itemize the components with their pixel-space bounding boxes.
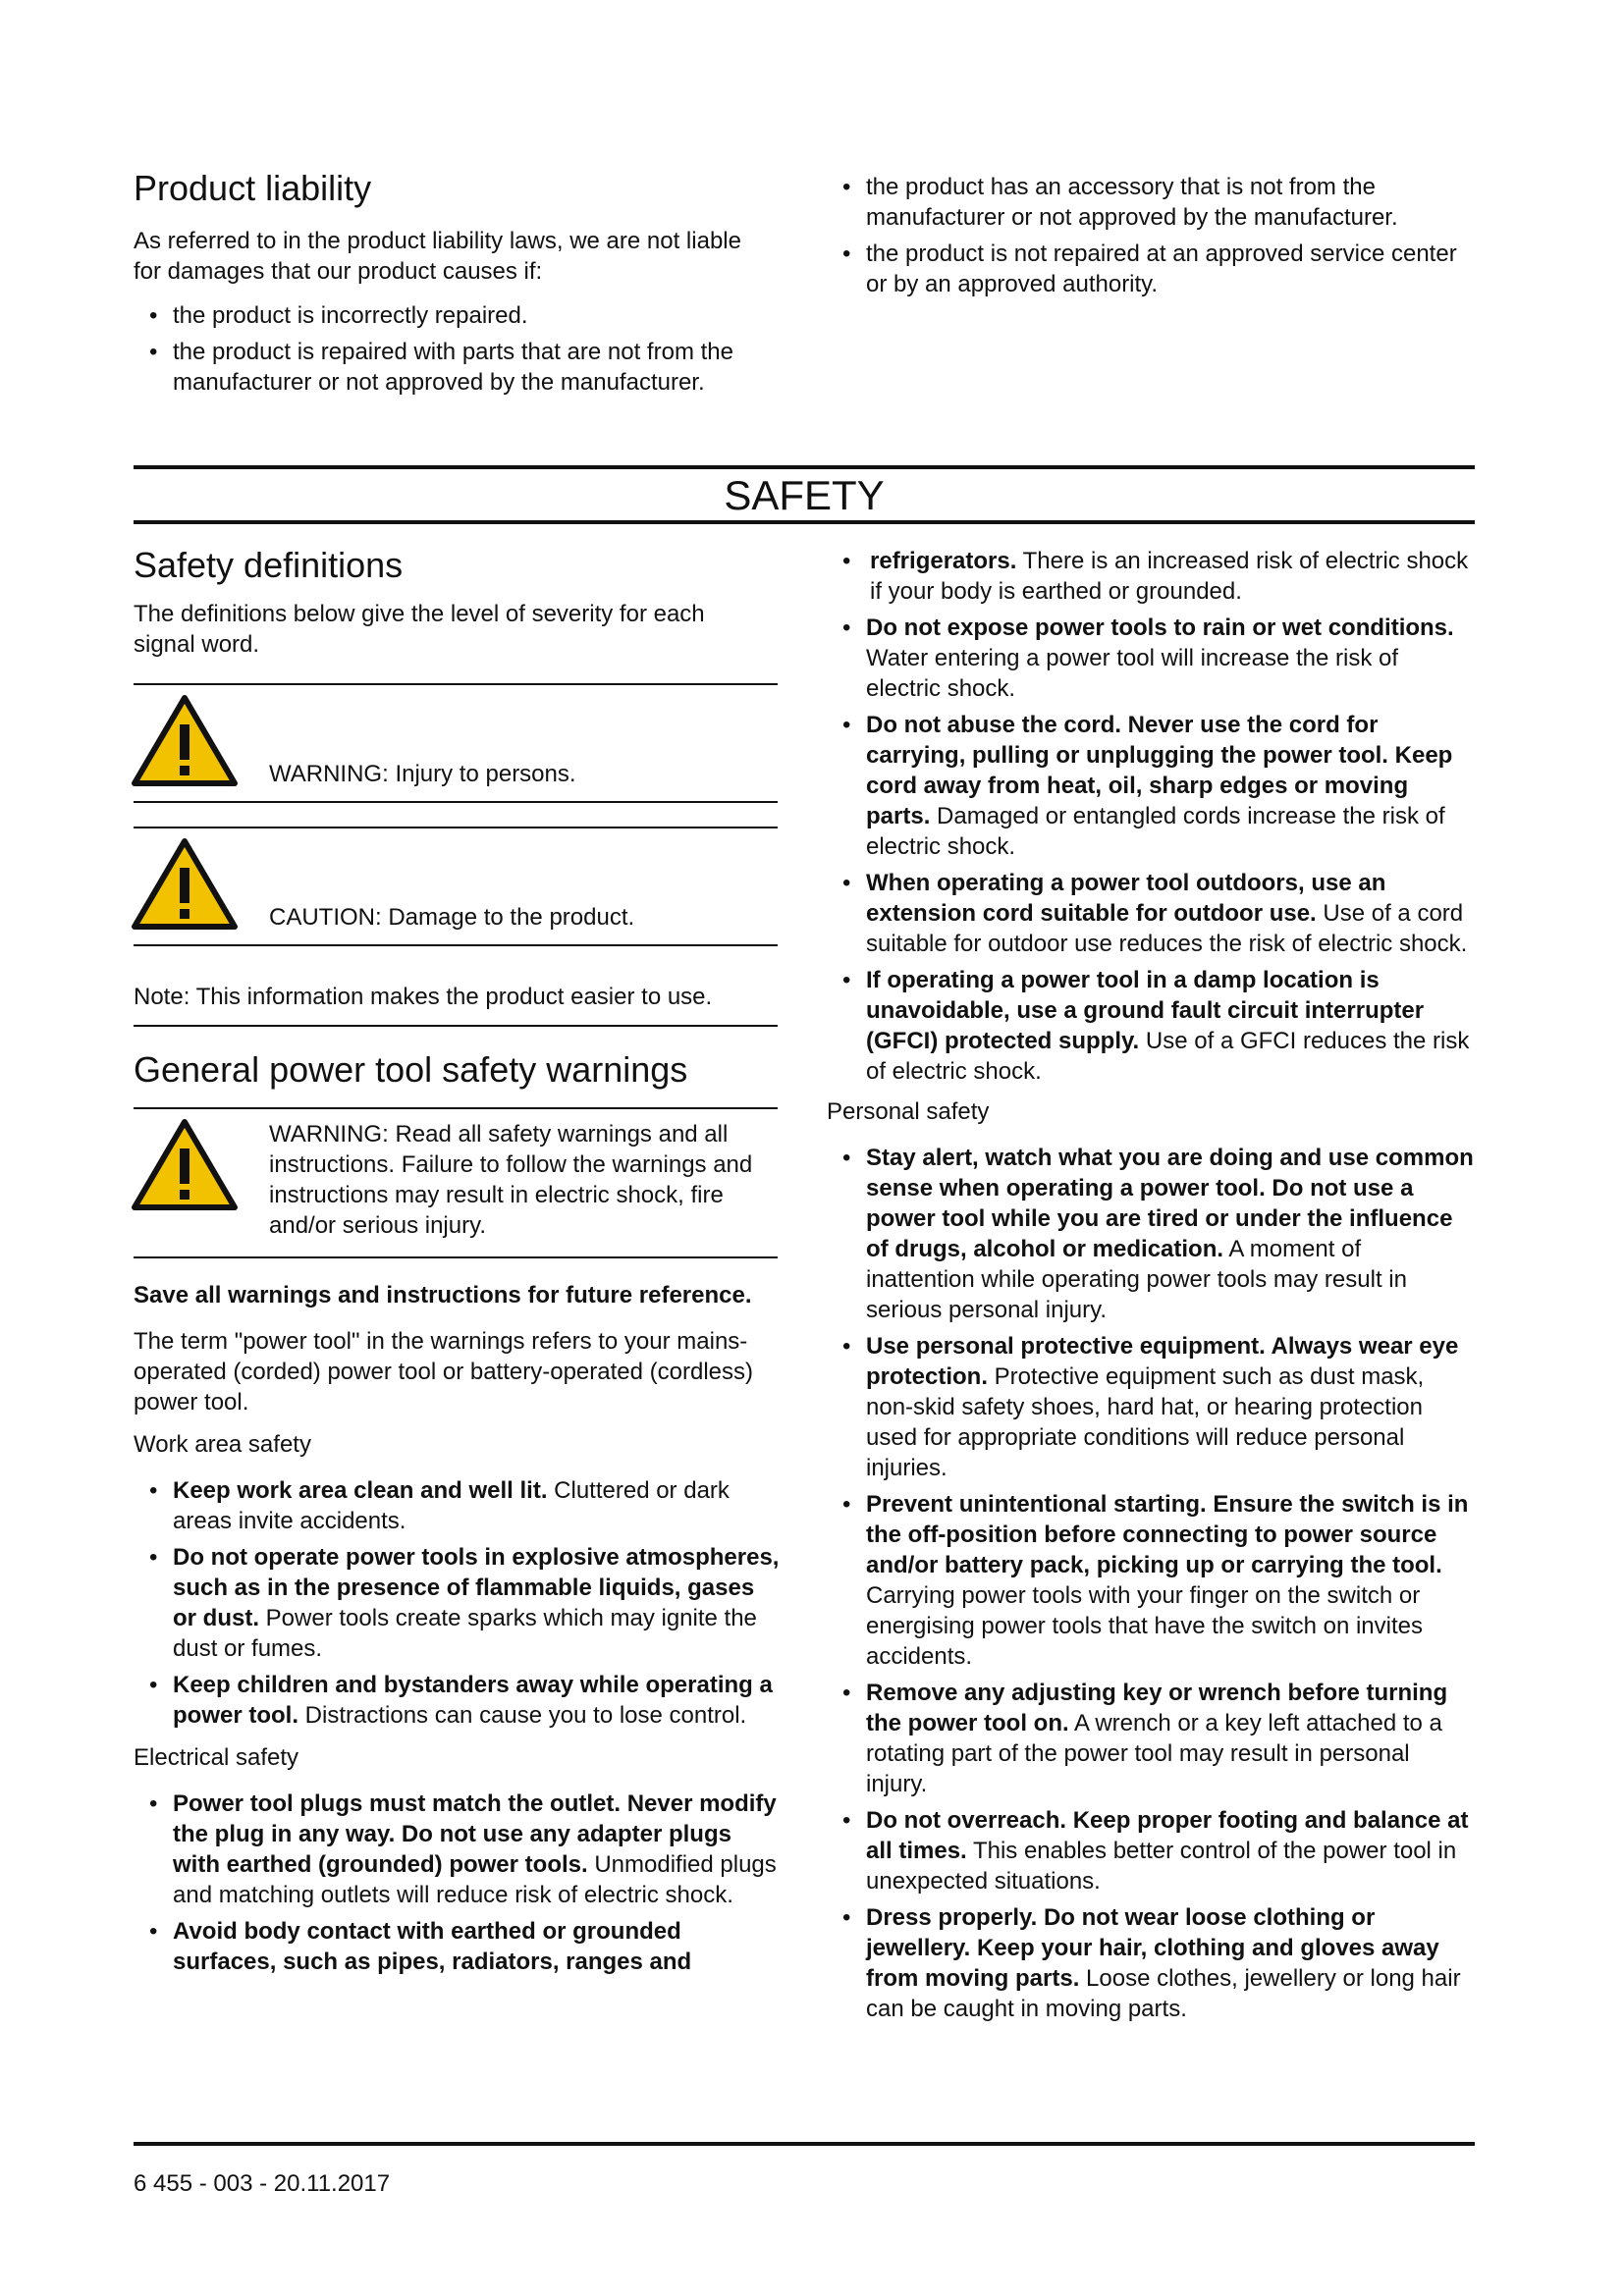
section-rule-bottom — [134, 520, 1475, 524]
warning-triangle-icon — [132, 1119, 238, 1211]
personal-item: • Prevent unintentional starting. Ensure the switch is in the off-position before connecting to power source and/or battery pack, picking up or carrying the tool. Carrying power tools with your finger on the switch or energising power tools that have the switch on invites accidents. — [827, 1489, 1475, 1672]
footer-rule — [134, 2142, 1475, 2146]
product-liability-left — [134, 167, 742, 403]
personal-item: • Dress properly. Do not wear loose clothing or jewellery. Keep your hair, clothing and gloves away from moving parts. Loose clothes, jewellery or long hair can be caught in moving parts. — [827, 1902, 1475, 2024]
safety-definitions — [134, 544, 782, 660]
electrical-item-continued: • refrigerators. There is an increased risk of electric shock if your body is earthed or grounded. — [827, 546, 1475, 607]
save-instructions: Save all warnings and instructions for future reference. — [134, 1282, 752, 1308]
note-label: Note: — [134, 984, 190, 1010]
work-area-item: • Keep children and bystanders away while operating a power tool. Distractions can cause you to lose control. — [134, 1670, 782, 1731]
power-tool-term: The term "power tool" in the warnings refers to your mains-operated (corded) power tool or battery-operated (cordless) power tool. — [134, 1328, 753, 1415]
electrical-item: • Do not expose power tools to rain or wet conditions. Water entering a power tool will increase the risk of electric shock. — [827, 613, 1475, 704]
general-body — [134, 1280, 782, 1983]
divider — [134, 944, 778, 946]
footer-doc-id: 6 455 - 003 - 20.11.2017 — [134, 2170, 391, 2197]
warning-label: WARNING: — [269, 761, 389, 787]
work-area-item: • Keep work area clean and well lit. Cluttered or dark areas invite accidents. — [134, 1475, 782, 1536]
warning-label: WARNING: — [269, 1121, 389, 1148]
personal-item: • Use personal protective equipment. Always wear eye protection. Protective equipment such as dust mask, non-skid safety shoes, hard hat, or hearing protection used for appropriate conditions will reduce personal injuries. — [827, 1331, 1475, 1483]
divider — [134, 1025, 778, 1027]
safety-definitions-intro: The definitions below give the level of severity for each signal word. — [134, 601, 705, 658]
general-warning-text: Read all safety warnings and all instructions. Failure to follow the warnings and instructions may result in electric shock, fire and/or serious injury. — [269, 1121, 753, 1239]
personal-item: • Stay alert, watch what you are doing and use common sense when operating a power tool. Do not use a power tool while you are tired or under the influence of drugs, alcohol or medication. A moment of inattention while operating power tools may result in serious personal injury. — [827, 1143, 1475, 1325]
caution-triangle-icon — [132, 838, 238, 931]
personal-heading: Personal safety — [827, 1098, 990, 1125]
product-liability-intro: As referred to in the product liability laws, we are not liable for damages that our product causes if: — [134, 228, 741, 285]
electrical-item: • If operating a power tool in a damp location is unavoidable, use a ground fault circuit interrupter (GFCI) protected supply. Use of a GFCI reduces the risk of electric shock. — [827, 965, 1475, 1087]
electrical-item: • Avoid body contact with earthed or grounded surfaces, such as pipes, radiators, ranges and — [134, 1916, 782, 1977]
right-column — [827, 546, 1475, 2030]
divider — [134, 683, 778, 685]
electrical-heading: Electrical safety — [134, 1744, 299, 1771]
warning-text: Injury to persons. — [395, 761, 576, 787]
liability-bullet: • the product has an accessory that is not from the manufacturer or not approved by the manufacturer. — [827, 172, 1465, 233]
liability-bullet: • the product is incorrectly repaired. — [134, 300, 742, 331]
liability-bullet: • the product is not repaired at an approved service center or by an approved authority. — [827, 239, 1465, 299]
warning-triangle-icon — [132, 695, 238, 787]
section-title: SAFETY — [724, 472, 885, 518]
personal-item: • Remove any adjusting key or wrench before turning the power tool on. A wrench or a key left attached to a rotating part of the power tool may result in personal injury. — [827, 1678, 1475, 1799]
liability-bullet: • the product is repaired with parts that are not from the manufacturer or not approved by the manufacturer. — [134, 337, 742, 398]
divider — [134, 1256, 778, 1258]
electrical-item: • Power tool plugs must match the outlet. Never modify the plug in any way. Do not use any adapter plugs with earthed (grounded) power tools. Unmodified plugs and matching outlets will reduce risk of electric shock. — [134, 1789, 782, 1910]
caution-definition — [269, 902, 634, 933]
caution-text: Damage to the product. — [388, 904, 635, 931]
note-text: This information makes the product easier to use. — [195, 984, 713, 1010]
warning-definition — [269, 759, 576, 789]
personal-item: • Do not overreach. Keep proper footing and balance at all times. This enables better control of the power tool in unexpected situations. — [827, 1805, 1475, 1896]
product-liability-right — [827, 172, 1465, 305]
note-definition — [134, 982, 712, 1012]
divider — [134, 801, 778, 803]
work-area-heading: Work area safety — [134, 1431, 311, 1458]
caution-label: CAUTION: — [269, 904, 382, 931]
safety-definitions-heading: Safety definitions — [134, 545, 404, 585]
general-heading: General power tool safety warnings — [134, 1049, 688, 1090]
work-area-item: • Do not operate power tools in explosive atmospheres, such as in the presence of flammable liquids, gases or dust. Power tools create sparks which may ignite the dust or fumes. — [134, 1542, 782, 1664]
electrical-item: • Do not abuse the cord. Never use the cord for carrying, pulling or unplugging the power tool. Keep cord away from heat, oil, sharp edges or moving parts. Damaged or entangled cords increase the risk of electric shock. — [827, 710, 1475, 862]
divider — [134, 1107, 778, 1109]
product-liability-heading: Product liability — [134, 168, 372, 208]
divider — [134, 827, 778, 828]
electrical-item: • When operating a power tool outdoors, use an extension cord suitable for outdoor use. Use of a cord suitable for outdoor use reduces the risk of electric shock. — [827, 868, 1475, 959]
section-rule-top — [134, 465, 1475, 469]
general-warning — [269, 1119, 778, 1241]
